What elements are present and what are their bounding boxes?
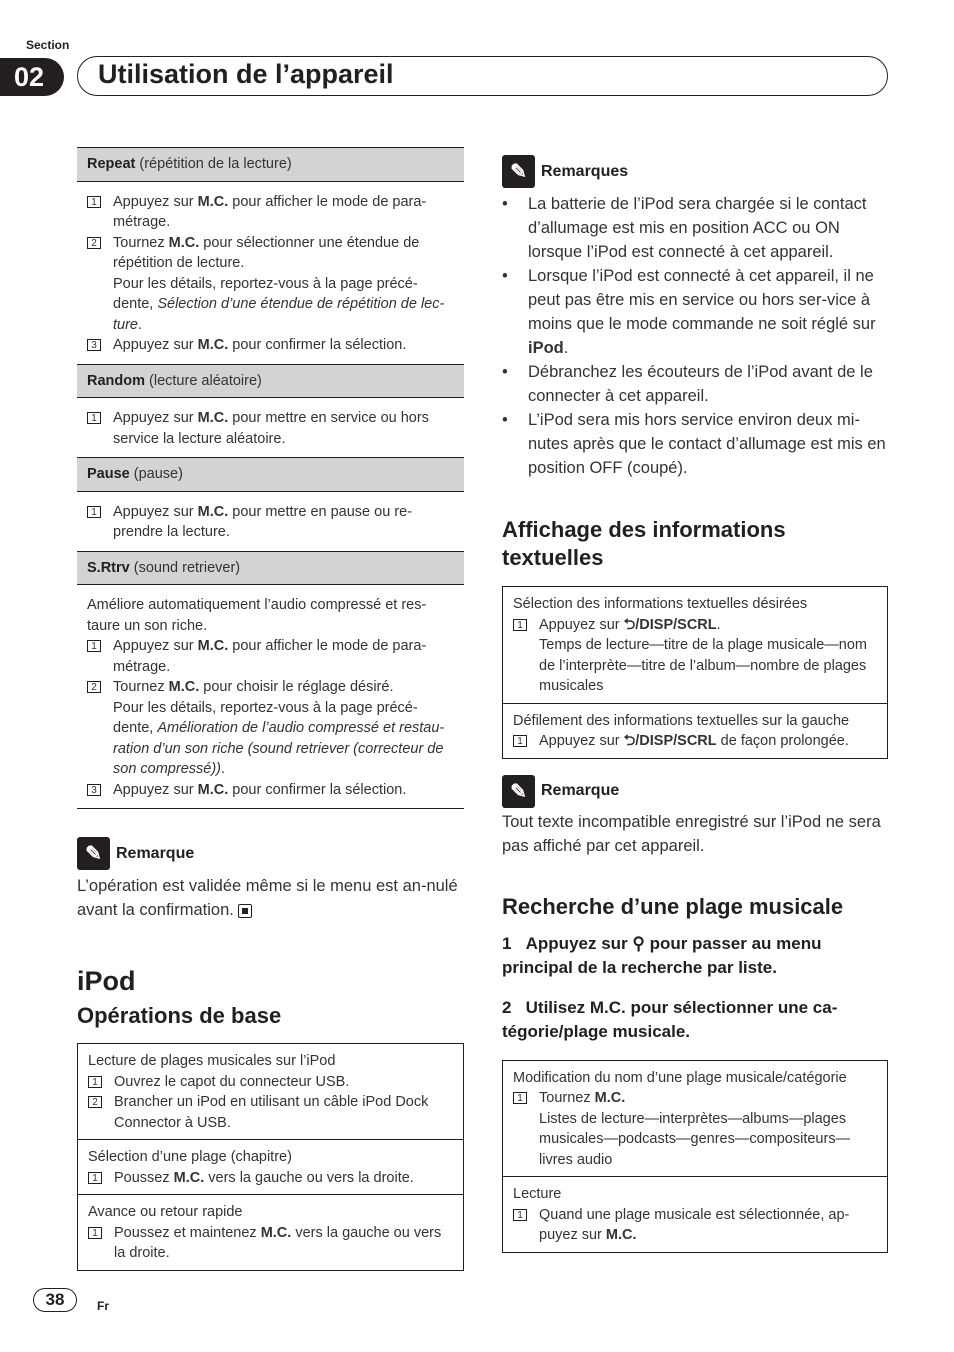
- language-code: Fr: [97, 1299, 109, 1313]
- random-table: [77, 365, 464, 459]
- srtrv-table: [77, 552, 464, 810]
- repeat-header: Repeat (répétition de la lecture): [77, 148, 464, 182]
- operations-heading: Opérations de base: [77, 1003, 282, 1028]
- srtrv-header: S.Rtrv (sound retriever): [77, 552, 464, 586]
- pencil-icon: ✎: [77, 837, 110, 870]
- back-arrow-icon: ⮌: [623, 616, 636, 633]
- srtrv-step-2: 2 Tournez M.C. pour choisir le réglage désiré.: [87, 677, 454, 698]
- srtrv-step-1: 1 Appuyez sur M.C. pour afficher le mode de para-métrage.: [87, 636, 454, 677]
- random-step-1: 1 Appuyez sur M.C. pour mettre en service ou hors service la lecture aléatoire.: [87, 408, 454, 449]
- text-info-heading: Affichage des informations textuelles: [502, 517, 786, 570]
- notes-list: [502, 192, 888, 480]
- srtrv-step-2-detail: Pour les détails, reportez-vous à la page précé-dente, Amélioration de l’audio compressé et restau-ration d’un son riche (sound retriever (correcteur de son compressé)).: [113, 699, 445, 777]
- text-info-box: [502, 586, 888, 759]
- end-mark-icon: [238, 904, 252, 918]
- ops-section-play: Lecture de plages musicales sur l’iPod 1 Ouvrez le capot du connecteur USB. 2 Brancher un iPod en utilisant un câble iPod Dock Connector à USB.: [88, 1053, 429, 1131]
- repeat-step-2: 2 Tournez M.C. pour sélectionner une étendue de répétition de lecture.: [87, 233, 454, 274]
- note2-text: Tout texte incompatible enregistré sur l’iPod ne sera pas affiché par cet appareil.: [502, 812, 881, 855]
- list-item: • Débranchez les écouteurs de l’iPod avant de le connecter à cet appareil.: [502, 360, 888, 408]
- repeat-step-2-detail: Pour les détails, reportez-vous à la page précé-dente, Sélection d’une étendue de répétition de lec-ture.: [113, 275, 445, 333]
- ops-section-select: Sélection d’une plage (chapitre) 1 Poussez M.C. vers la gauche ou vers la droite.: [78, 1139, 463, 1194]
- pencil-icon: ✎: [502, 775, 535, 808]
- repeat-table: [77, 147, 464, 365]
- pause-step-1: 1 Appuyez sur M.C. pour mettre en pause ou re-prendre la lecture.: [87, 502, 454, 543]
- repeat-step-3: 3 Appuyez sur M.C. pour confirmer la sélection.: [87, 335, 454, 356]
- left-column: [77, 147, 464, 1271]
- srtrv-step-3: 3 Appuyez sur M.C. pour confirmer la sélection.: [87, 780, 454, 801]
- pause-header: Pause (pause): [77, 458, 464, 492]
- text-info-select: Sélection des informations textuelles désirées 1 Appuyez sur ⮌/DISP/SCRL. Temps de lecture—titre de la plage musicale—nom de l’interprète—titre de l’album—nombre de plages musicales: [513, 596, 868, 694]
- search-section-category: Modification du nom d’une plage musicale/catégorie 1 Tournez M.C. Listes de lecture—interprètes—albums—plages musicales—podcasts—genres—compositeurs—livres audio: [513, 1069, 851, 1168]
- ops-section-fastforward: Avance ou retour rapide 1 Poussez et maintenez M.C. vers la gauche ou vers la droite.: [78, 1194, 463, 1270]
- search-heading: Recherche d’une plage musicale: [502, 893, 844, 919]
- pause-table: [77, 458, 464, 552]
- list-item: • La batterie de l’iPod sera chargée si le contact d’allumage est mis en position ACC ou ON lorsque l’iPod est connecté à cet appareil.: [502, 192, 888, 264]
- text-info-scroll: Défilement des informations textuelles sur la gauche 1 Appuyez sur ⮌/DISP/SCRL de façon prolongée.: [503, 703, 887, 758]
- page-title: Utilisation de l’appareil: [98, 59, 394, 89]
- search-box: [502, 1060, 888, 1253]
- search-step-2: 2 Utilisez M.C. pour sélectionner une ca-tégorie/plage musicale.: [502, 997, 838, 1041]
- section-label: Section: [26, 38, 70, 52]
- note-heading: ✎ Remarque: [77, 837, 464, 870]
- repeat-step-1: 1 Appuyez sur M.C. pour afficher le mode de para-métrage.: [87, 192, 454, 233]
- list-item: • Lorsque l’iPod est connecté à cet appareil, il ne peut pas être mis en service ou hors ser-vice à moins que le mode commande ne soit réglé sur iPod.: [502, 264, 888, 360]
- right-column: [502, 155, 888, 1253]
- pencil-icon: ✎: [502, 155, 535, 188]
- search-section-play: Lecture 1 Quand une plage musicale est sélectionnée, ap-puyez sur M.C.: [503, 1176, 887, 1252]
- search-step-1: 1 Appuyez sur ⚲ pour passer au menu principal de la recherche par liste.: [502, 933, 822, 977]
- note-text: L’opération est validée même si le menu est an-nulé avant la confirmation.: [77, 877, 458, 919]
- section-number-badge: 02: [0, 58, 64, 96]
- ipod-heading: iPod: [77, 966, 136, 996]
- note2-heading: ✎ Remarque: [502, 775, 888, 808]
- list-item: • L’iPod sera mis hors service environ deux mi-nutes après que le contact d’allumage est mis en position OFF (coupé).: [502, 408, 888, 480]
- back-arrow-icon: ⮌: [623, 733, 636, 749]
- srtrv-intro: Améliore automatiquement l’audio compressé et res-taure un son riche.: [87, 597, 427, 634]
- notes-heading: ✎ Remarques: [502, 155, 888, 188]
- page-number: 38: [33, 1288, 77, 1312]
- operations-box: [77, 1043, 464, 1271]
- random-header: Random (lecture aléatoire): [77, 365, 464, 399]
- search-icon: ⚲: [632, 933, 645, 953]
